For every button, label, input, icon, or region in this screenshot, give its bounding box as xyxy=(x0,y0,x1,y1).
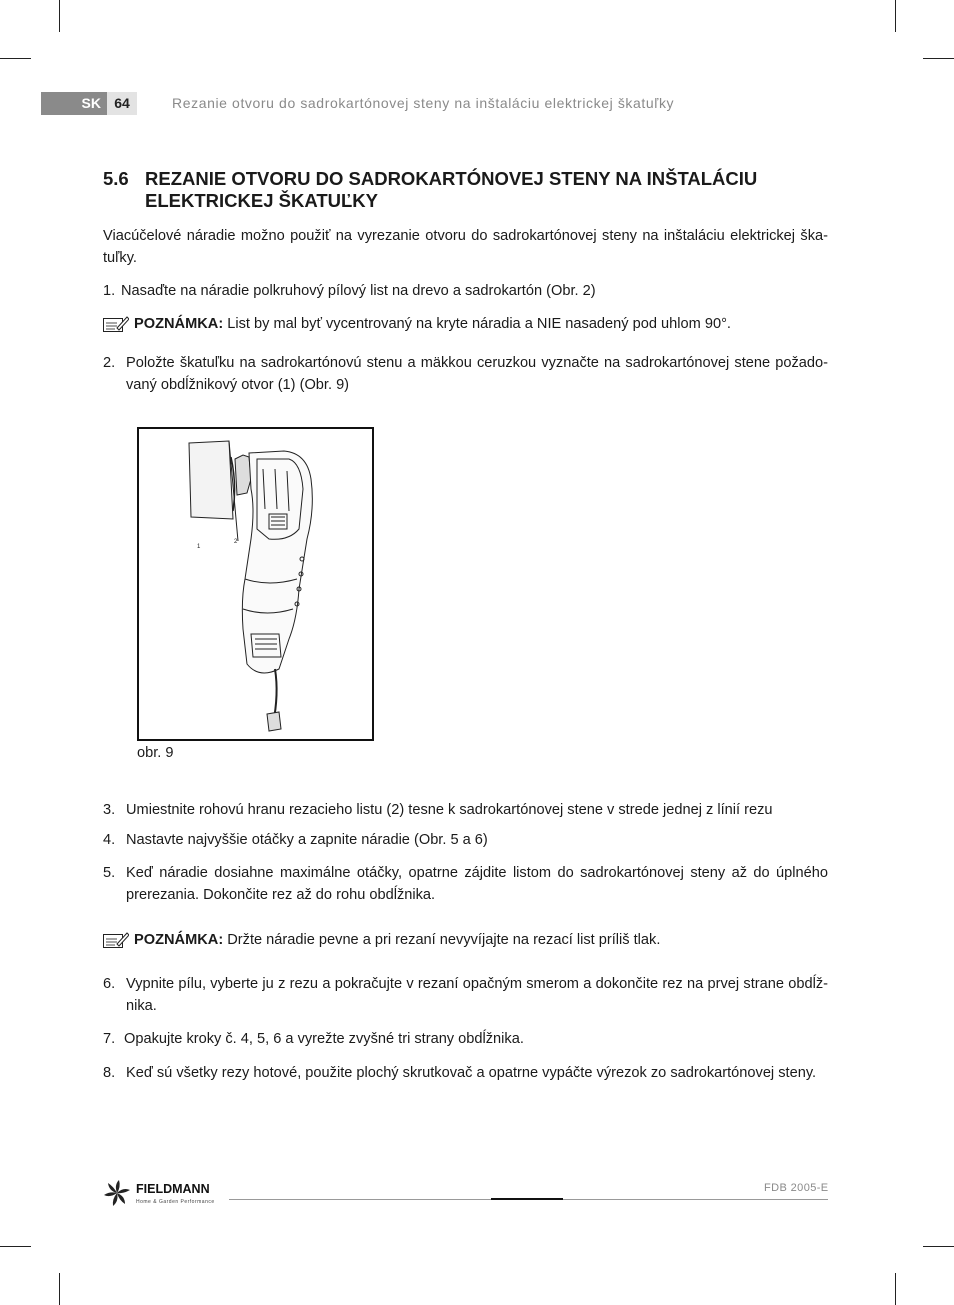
note-label: POZNÁMKA: Držte náradie pevne a pri rezaní nevyvíjajte na rezací list príliš tlak. xyxy=(134,932,661,948)
list-number: 4. xyxy=(103,832,116,848)
model-number: FDB 2005-E xyxy=(764,1182,829,1194)
callout-2: 2 xyxy=(234,539,238,545)
list-text: Keď sú všetky rezy hotové, použite plochý skrutkovač a opatrne vypáčte výrezok zo sadrokartónovej steny. xyxy=(126,1065,817,1081)
list-text: Položte škatuľku na sadrokartónovú stenu a mäkkou ceruzkou vyznačte na sadrokartónovej stene požado-vaný obdĺžnikový otvor (1) (Obr. 9) xyxy=(126,355,828,393)
section-title-line1: REZANIE OTVORU DO SADROKARTÓNOVEJ STENY NA INŠTALÁCIU xyxy=(145,168,758,189)
note-label: POZNÁMKA: List by mal byť vycentrovaný na kryte náradia a NIE nasadený pod uhlom 90°. xyxy=(134,316,731,332)
language-tab: SK xyxy=(41,92,107,115)
crop-mark xyxy=(0,1246,31,1247)
list-number: 8. xyxy=(103,1065,116,1081)
list-text: Umiestnite rohovú hranu rezacieho listu (2) tesne k sadrokartónovej stene v strede jednej z línií rezu xyxy=(126,802,773,818)
section-title-line2: ELEKTRICKEJ ŠKATUĽKY xyxy=(145,190,378,211)
list-text: Vypnite pílu, vyberte ju z rezu a pokračujte v rezaní opačným smerom a dokončite rez na prvej strane obdĺž-nika. xyxy=(126,976,828,1014)
list-number: 7. xyxy=(103,1031,116,1047)
note-icon xyxy=(103,932,129,948)
crop-mark xyxy=(59,1273,60,1305)
crop-mark xyxy=(895,1273,896,1305)
list-text: Nastavte najvyššie otáčky a zapnite náradie (Obr. 5 a 6) xyxy=(126,832,488,848)
list-number: 3. xyxy=(103,802,116,818)
crop-mark xyxy=(59,0,60,32)
list-number: 5. xyxy=(103,865,116,881)
list-number: 1. xyxy=(103,283,116,299)
section-number: 5.6 xyxy=(103,168,129,189)
brand-logo xyxy=(103,1178,227,1208)
brand-tagline: Home & Garden Performance xyxy=(136,1199,215,1205)
multitool-illustration xyxy=(139,429,372,739)
fan-logo-icon xyxy=(103,1178,227,1208)
crop-mark xyxy=(923,1246,954,1247)
figure-9 xyxy=(137,427,374,741)
list-number: 6. xyxy=(103,976,116,992)
callout-1: 1 xyxy=(197,544,201,550)
brand-name: FIELDMANN xyxy=(136,1182,210,1196)
intro-paragraph: Viacúčelové náradie možno použiť na vyrezanie otvoru do sadrokartónovej steny na inštaláciu elektrickej ška-tuľky. xyxy=(103,228,828,266)
note-icon xyxy=(103,316,129,332)
list-text: Keď náradie dosiahne maximálne otáčky, opatrne zájdite listom do sadrokartónovej steny až do úplného prerezania. Dokončite rez až do rohu obdĺžnika. xyxy=(126,865,828,903)
crop-mark xyxy=(923,58,954,59)
list-text: Nasaďte na náradie polkruhový pílový list na drevo a sadrokartón (Obr. 2) xyxy=(121,283,596,299)
figure-caption: obr. 9 xyxy=(137,745,174,761)
crop-mark xyxy=(895,0,896,32)
crop-mark xyxy=(0,58,31,59)
page-number: 64 xyxy=(107,92,137,115)
footer-rule-accent xyxy=(491,1198,563,1200)
running-header-title: Rezanie otvoru do sadrokartónovej steny na inštaláciu elektrickej škatuľky xyxy=(172,95,675,111)
list-number: 2. xyxy=(103,355,116,371)
list-text: Opakujte kroky č. 4, 5, 6 a vyrežte zvyšné tri strany obdĺžnika. xyxy=(124,1031,524,1047)
